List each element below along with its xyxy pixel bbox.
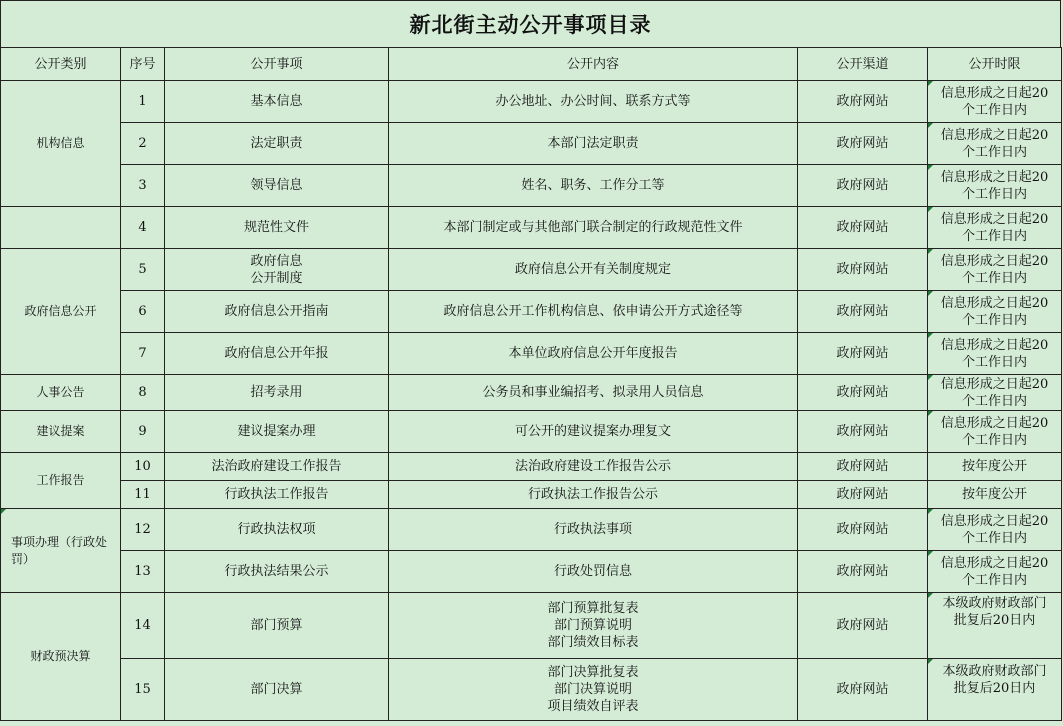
- row-channel: 政府网站: [798, 453, 928, 481]
- table-row: [1, 509, 1062, 551]
- row-channel: 政府网站: [798, 249, 928, 291]
- row-channel: 政府网站: [798, 375, 928, 411]
- category-cell: 机构信息: [1, 81, 121, 207]
- row-content: 本部门制定或与其他部门联合制定的行政规范性文件: [389, 207, 798, 249]
- page-title: 新北街主动公开事项目录: [0, 0, 1061, 47]
- category-cell: 人事公告: [1, 375, 121, 411]
- header-content: 公开内容: [389, 48, 798, 81]
- row-number: 10: [121, 453, 165, 481]
- row-channel: 政府网站: [798, 509, 928, 551]
- row-content: 本单位政府信息公开年度报告: [389, 333, 798, 375]
- row-number: 14: [121, 593, 165, 659]
- table-row: [1, 551, 1062, 593]
- catalog-table: [0, 47, 1062, 721]
- row-number: 8: [121, 375, 165, 411]
- row-time-limit: 信息形成之日起20 个工作日内: [928, 333, 1062, 375]
- header-number: 序号: [121, 48, 165, 81]
- row-item: 政府信息 公开制度: [165, 249, 389, 291]
- table-row: [1, 249, 1062, 291]
- header-channel: 公开渠道: [798, 48, 928, 81]
- row-channel: 政府网站: [798, 123, 928, 165]
- header-item: 公开事项: [165, 48, 389, 81]
- row-time-limit: 信息形成之日起20 个工作日内: [928, 81, 1062, 123]
- row-item: 规范性文件: [165, 207, 389, 249]
- table-row: [1, 165, 1062, 207]
- row-number: 9: [121, 411, 165, 453]
- table-row: [1, 411, 1062, 453]
- row-content: 行政执法工作报告公示: [389, 481, 798, 509]
- row-number: 4: [121, 207, 165, 249]
- header-time-limit: 公开时限: [928, 48, 1062, 81]
- row-channel: 政府网站: [798, 81, 928, 123]
- row-item: 政府信息公开年报: [165, 333, 389, 375]
- table-row: [1, 481, 1062, 509]
- row-time-limit: 按年度公开: [928, 453, 1062, 481]
- row-item: 政府信息公开指南: [165, 291, 389, 333]
- category-cell: 政府信息公开: [1, 249, 121, 375]
- row-item: 招考录用: [165, 375, 389, 411]
- row-item: 行政执法工作报告: [165, 481, 389, 509]
- table-row: [1, 123, 1062, 165]
- row-content: 行政执法事项: [389, 509, 798, 551]
- row-time-limit: 本级政府财政部门 批复后20日内: [928, 593, 1062, 659]
- row-number: 5: [121, 249, 165, 291]
- row-number: 13: [121, 551, 165, 593]
- row-item: 基本信息: [165, 81, 389, 123]
- row-time-limit: 本级政府财政部门 批复后20日内: [928, 659, 1062, 721]
- category-cell: 建议提案: [1, 411, 121, 453]
- category-cell: 事项办理（行政处罚）: [1, 509, 121, 593]
- row-content: 办公地址、办公时间、联系方式等: [389, 81, 798, 123]
- row-content: 部门预算批复表 部门预算说明 部门绩效目标表: [389, 593, 798, 659]
- row-time-limit: 信息形成之日起20 个工作日内: [928, 411, 1062, 453]
- row-item: 部门预算: [165, 593, 389, 659]
- row-number: 12: [121, 509, 165, 551]
- header-category: 公开类别: [1, 48, 121, 81]
- row-item: 法治政府建设工作报告: [165, 453, 389, 481]
- row-time-limit: 信息形成之日起20 个工作日内: [928, 207, 1062, 249]
- row-channel: 政府网站: [798, 659, 928, 721]
- row-content: 公务员和事业编招考、拟录用人员信息: [389, 375, 798, 411]
- row-time-limit: 信息形成之日起20 个工作日内: [928, 165, 1062, 207]
- row-number: 7: [121, 333, 165, 375]
- row-content: 政府信息公开有关制度规定: [389, 249, 798, 291]
- table-row: [1, 659, 1062, 721]
- row-time-limit: 信息形成之日起20 个工作日内: [928, 375, 1062, 411]
- row-content: 姓名、职务、工作分工等: [389, 165, 798, 207]
- row-content: 政府信息公开工作机构信息、依申请公开方式途径等: [389, 291, 798, 333]
- category-cell: 工作报告: [1, 453, 121, 509]
- category-cell: 财政预决算: [1, 593, 121, 721]
- row-item: 行政执法权项: [165, 509, 389, 551]
- row-time-limit: 信息形成之日起20 个工作日内: [928, 123, 1062, 165]
- row-channel: 政府网站: [798, 165, 928, 207]
- row-time-limit: 信息形成之日起20 个工作日内: [928, 249, 1062, 291]
- table-row: [1, 375, 1062, 411]
- header-row: [1, 48, 1062, 81]
- table-row: [1, 81, 1062, 123]
- row-item: 领导信息: [165, 165, 389, 207]
- row-time-limit: 信息形成之日起20 个工作日内: [928, 551, 1062, 593]
- row-channel: 政府网站: [798, 551, 928, 593]
- row-number: 15: [121, 659, 165, 721]
- row-number: 11: [121, 481, 165, 509]
- table-row: [1, 291, 1062, 333]
- row-number: 3: [121, 165, 165, 207]
- table-row: [1, 207, 1062, 249]
- table-row: [1, 453, 1062, 481]
- row-content: 可公开的建议提案办理复文: [389, 411, 798, 453]
- category-cell: [1, 207, 121, 249]
- row-time-limit: 信息形成之日起20 个工作日内: [928, 509, 1062, 551]
- row-content: 行政处罚信息: [389, 551, 798, 593]
- row-time-limit: 信息形成之日起20 个工作日内: [928, 291, 1062, 333]
- table-row: [1, 593, 1062, 659]
- row-item: 部门决算: [165, 659, 389, 721]
- row-channel: 政府网站: [798, 411, 928, 453]
- row-number: 1: [121, 81, 165, 123]
- row-channel: 政府网站: [798, 291, 928, 333]
- row-item: 法定职责: [165, 123, 389, 165]
- row-number: 2: [121, 123, 165, 165]
- table-row: [1, 333, 1062, 375]
- row-content: 法治政府建设工作报告公示: [389, 453, 798, 481]
- row-number: 6: [121, 291, 165, 333]
- row-channel: 政府网站: [798, 207, 928, 249]
- row-item: 建议提案办理: [165, 411, 389, 453]
- row-channel: 政府网站: [798, 481, 928, 509]
- row-channel: 政府网站: [798, 593, 928, 659]
- row-item: 行政执法结果公示: [165, 551, 389, 593]
- row-content: 部门决算批复表 部门决算说明 项目绩效自评表: [389, 659, 798, 721]
- row-time-limit: 按年度公开: [928, 481, 1062, 509]
- row-content: 本部门法定职责: [389, 123, 798, 165]
- row-channel: 政府网站: [798, 333, 928, 375]
